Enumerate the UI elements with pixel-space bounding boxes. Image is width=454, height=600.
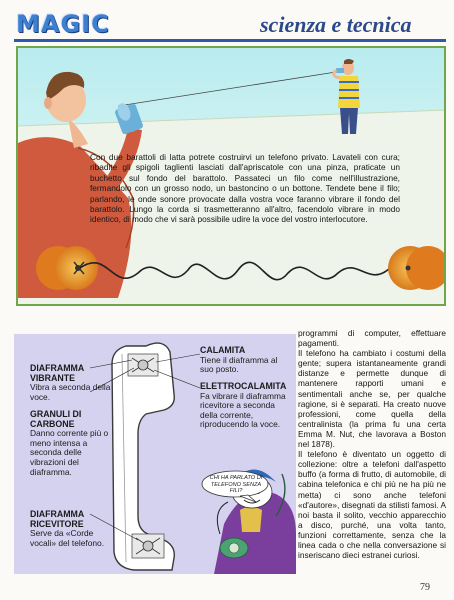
speech-bubble-text: CHI HA PARLATO DI TELEFONO SENZA FILI? <box>209 475 263 495</box>
label-text: Vibra a seconda della voce. <box>30 382 111 402</box>
intro-text: Con due barattoli di latta potrete costruirvi un telefono privato. Lavateli con cura; ribadite gli spigoli taglienti lasciati dall'apriscatole con una pinza, praticate un buchetto sul fondo del barattolo. Passateci un filo come nell'illustrazione, fermandolo con un grosso nodo, un bastoncino o un bottone. Tendete bene il filo; parlando, le onde sonore provocate dalla vostra voce faranno vibrare il fondo del barattolo. Lungo la corda si trasmetteranno all'altro, facendolo vibrare in modo identico, di modo che vi sarà possibile udire la voce del vostro interlocutore. <box>90 152 400 225</box>
magazine-logo: MAGIC <box>16 10 110 38</box>
label-carbon-granules <box>30 410 116 477</box>
section-title: scienza e tecnica <box>260 12 412 37</box>
article-column <box>298 328 446 560</box>
label-title: CALAMITA <box>200 345 246 355</box>
telephone-diagram-panel <box>14 334 296 574</box>
page-header <box>0 0 454 46</box>
label-text: Serve da «Corde vocali» del telefono. <box>30 528 105 548</box>
label-vibrating-diaphragm <box>30 364 112 402</box>
header-rule <box>14 39 446 42</box>
label-text: Fa vibrare il diaframma ricevitore a seconda della corrente, riproducendo la voce. <box>200 390 286 430</box>
label-title: DIAFRAMMA VIBRANTE <box>30 363 84 383</box>
label-text: Tiene il diaframma al suo posto. <box>200 354 278 375</box>
tin-can-phone-illustration <box>16 46 446 306</box>
label-title: DIAFRAMMA RICEVITORE <box>30 509 84 529</box>
label-magnet <box>200 346 288 375</box>
label-text: Danno corrente più o meno intensa a seconda delle vibrazioni del diaframma. <box>30 428 109 477</box>
paragraph: programmi di computer, effettuare pagamenti. <box>298 328 446 349</box>
label-electromagnet <box>200 382 288 430</box>
label-title: GRANULI DI CARBONE <box>30 409 82 429</box>
paragraph: Il telefono ha cambiato i costumi della gente; supera istantaneamente grandi distanze e permette dunque di mantenere rapporti umani e sentimentali anche se, per qualche ragione, si è separati. Ha creato nuove professioni, come quella della centralinista (la prima fu una certa Emma M. Nut, che lavorava a Boston nel 1878). <box>298 348 446 450</box>
label-receiver-diaphragm <box>30 510 116 548</box>
label-title: ELETTROCALAMITA <box>200 381 287 391</box>
paragraph: Il telefono è diventato un oggetto di collezione: oltre a telefoni dall'aspetto buffo (a forma di frutto, di automobile, di cabina telefonica e chi più ne ha più ne metta) ci sono anche telefoni «d'autore», disegnati da stilisti famosi. A noi basta il solito, vecchio apparecchio a disco, purché, una volta tanto, funzioni correttamente, senza che la linea cada o che nella conversazione si inseriscano dieci estranei curiosi. <box>298 449 446 561</box>
page-number: 79 <box>420 582 430 593</box>
